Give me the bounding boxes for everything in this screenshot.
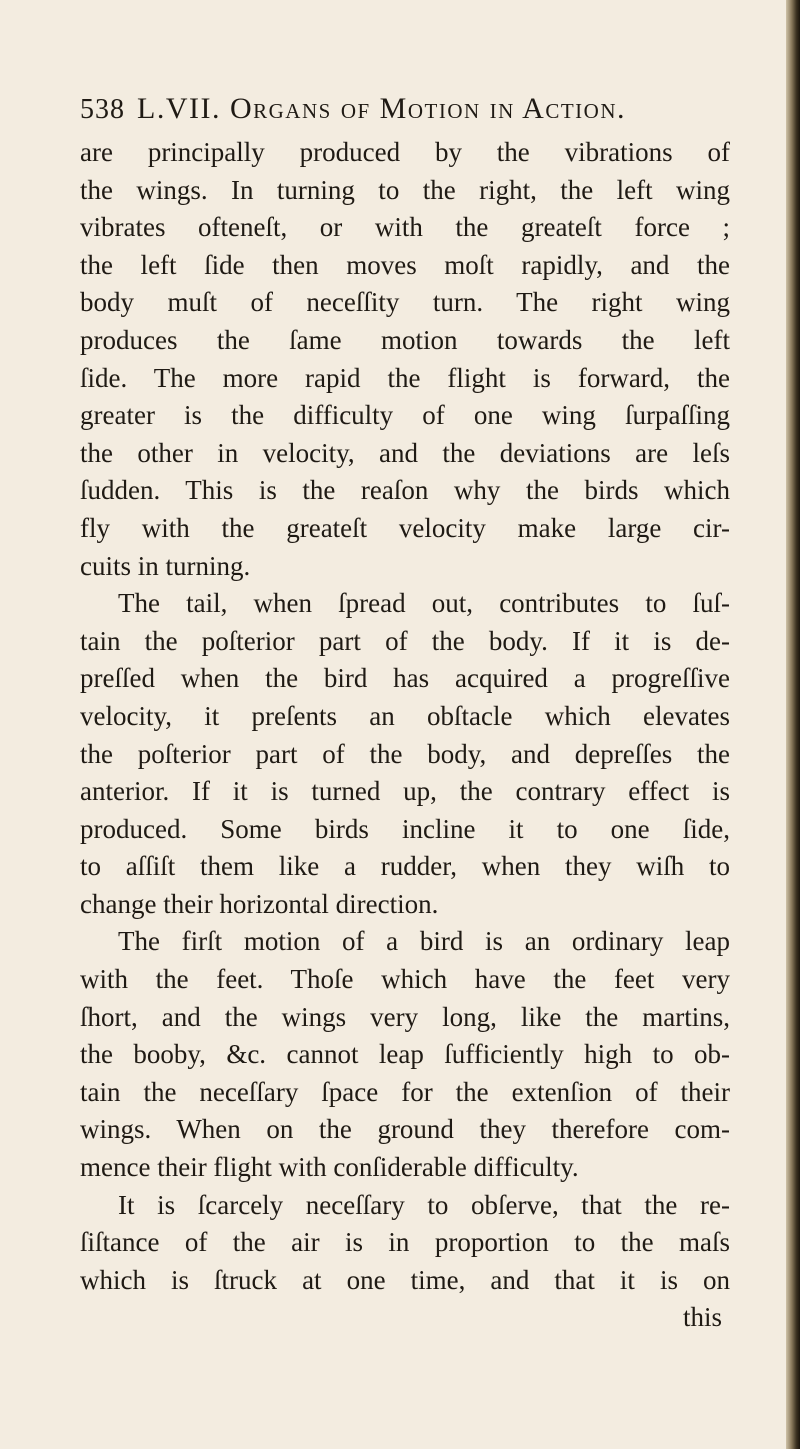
text-line: The firſt motion of a bird is an ordinary leap	[118, 926, 730, 957]
text-line: produces the ſame motion towards the left	[80, 324, 730, 355]
running-title: L.VII. Organs of Motion in Action.	[137, 92, 626, 125]
text-line: ſudden. This is the reaſon why the birds which	[80, 475, 730, 506]
text-line: ſide. The more rapid the flight is forward, the	[80, 362, 730, 393]
text-line: It is ſcarcely neceſſary to obſerve, that the re-	[118, 1189, 730, 1220]
text-line: the booby, &c. cannot leap ſufficiently high to ob-	[80, 1039, 730, 1070]
text-line: the left ſide then moves moſt rapidly, and the	[80, 249, 730, 280]
text-line: produced. Some birds incline it to one ſide,	[80, 813, 730, 844]
text-line: tain the neceſſary ſpace for the extenſion of their	[80, 1076, 730, 1107]
catchword: this	[682, 1302, 722, 1333]
text-line: greater is the difficulty of one wing ſurpaſſing	[80, 400, 730, 431]
body-text	[80, 134, 730, 1299]
text-line: are principally produced by the vibrations of	[80, 137, 730, 167]
text-line: to aſſiſt them like a rudder, when they wiſh to	[80, 851, 730, 882]
text-line: vibrates ofteneſt, or with the greateſt force ;	[80, 212, 730, 243]
text-line: wings. When on the ground they therefore com-	[80, 1114, 730, 1145]
text-line: anterior. If it is turned up, the contrary effect is	[80, 776, 730, 807]
text-line: ſiſtance of the air is in proportion to the maſs	[80, 1227, 730, 1258]
text-line: the poſterior part of the body, and depreſſes the	[80, 738, 730, 769]
text-line: preſſed when the bird has acquired a progreſſive	[80, 663, 730, 694]
text-line: with the feet. Thoſe which have the feet very	[80, 964, 730, 995]
text-line: velocity, it preſents an obſtacle which elevates	[80, 700, 730, 731]
book-page	[80, 92, 730, 1337]
text-line: mence their flight with conſiderable difficulty.	[80, 1152, 579, 1183]
running-header	[80, 92, 730, 126]
text-line: fly with the greateſt velocity make large cir-	[80, 512, 730, 543]
text-line: tain the poſterior part of the body. If it is de-	[80, 625, 730, 656]
text-line: body muſt of neceſſity turn. The right wing	[80, 287, 730, 318]
text-line: ſhort, and the wings very long, like the martins,	[80, 1001, 730, 1032]
text-line: which is ſtruck at one time, and that it is on	[80, 1264, 730, 1295]
text-line: the other in velocity, and the deviations are leſs	[80, 437, 730, 468]
page-edge-shadow	[786, 0, 800, 1449]
text-line: cuits in turning.	[80, 550, 251, 581]
text-line: the wings. In turning to the right, the left wing	[80, 174, 730, 205]
text-line: The tail, when ſpread out, contributes to ſuſ-	[118, 588, 730, 619]
page-number: 538	[80, 94, 125, 125]
text-line: change their horizontal direction.	[80, 888, 439, 919]
